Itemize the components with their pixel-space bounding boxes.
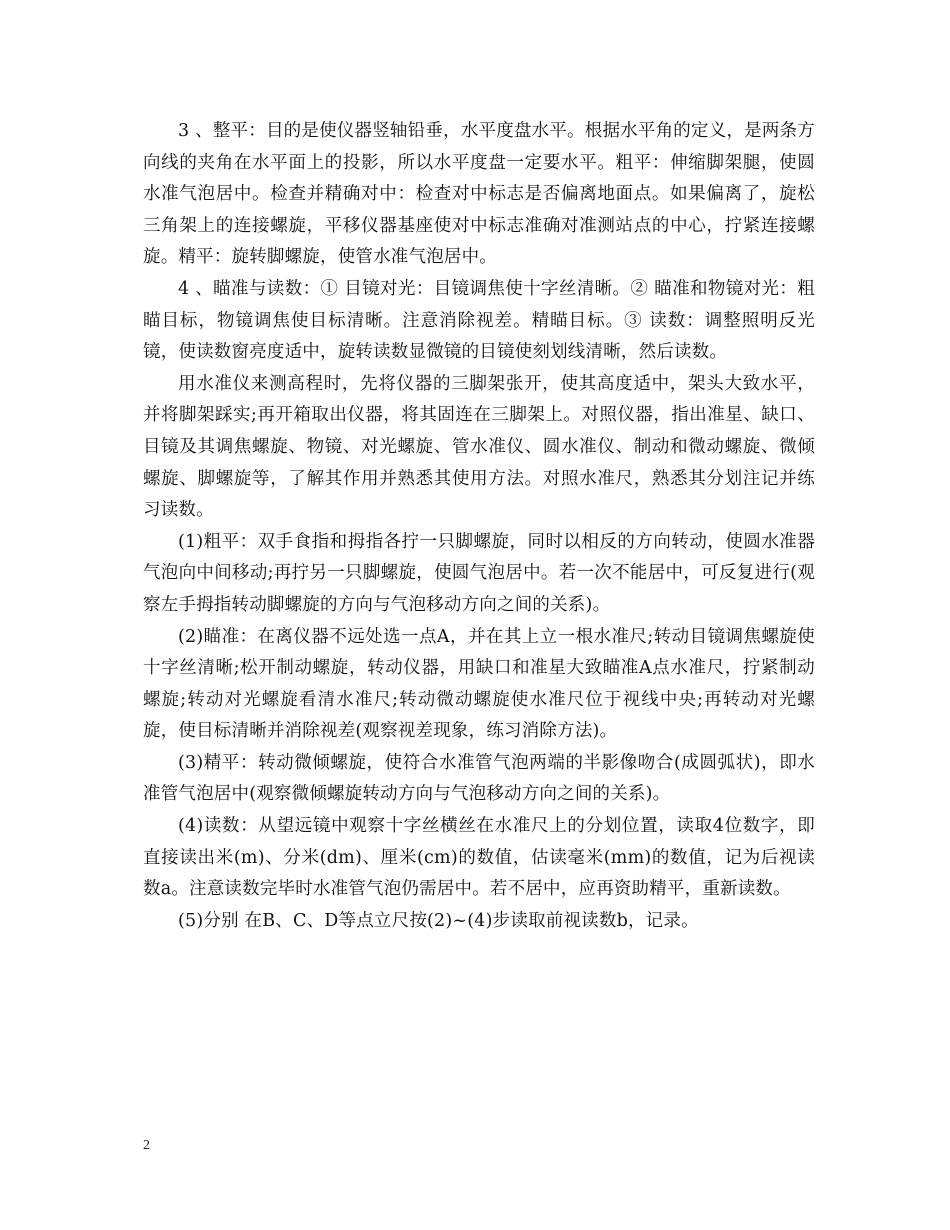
paragraph-leveling: 3 、整平：目的是使仪器竖轴铅垂，水平度盘水平。根据水平角的定义，是两条方向线的夹角在水平面上的投影，所以水平度盘一定要水平。粗平：伸缩脚架腿，使圆水准气泡居中。检查并精确对中：检查对中标志是否偏离地面点。如果偏离了，旋松三角架上的连接螺旋，平移仪器基座使对中标志准确对准测站点的中心，拧紧连接螺旋。精平：旋转脚螺旋，使管水准气泡居中。	[143, 121, 815, 268]
paragraph-aiming-reading: 4 、瞄准与读数：① 目镜对光：目镜调焦使十字丝清晰。② 瞄准和物镜对光：粗瞄目标，物镜调焦使目标清晰。注意消除视差。精瞄目标。③ 读数：调整照明反光镜，使读数窗亮度适中，旋转读数显微镜的目镜使刻划线清晰，然后读数。	[143, 278, 815, 363]
document-body	[143, 116, 815, 937]
paragraph-step-fine-leveling: (3)精平：转动微倾螺旋，使符合水准管气泡两端的半影像吻合(成圆弧状)，即水准管气泡居中(观察微倾螺旋转动方向与气泡移动方向之间的关系)。	[143, 752, 815, 805]
paragraph-step-repeat: (5)分别 在B、C、D等点立尺按(2)~(4)步读取前视读数b，记录。	[178, 910, 699, 931]
page-number: 2	[143, 1138, 150, 1153]
paragraph-step-aiming: (2)瞄准：在离仪器不远处选一点A，并在其上立一根水准尺;转动目镜调焦螺旋使十字丝清晰;松开制动螺旋，转动仪器，用缺口和准星大致瞄准A点水准尺，拧紧制动螺旋;转动对光螺旋看清水准尺;转动微动螺旋使水准尺位于视线中央;再转动对光螺旋，使目标清晰并消除视差(观察视差现象，练习消除方法)。	[143, 626, 815, 742]
paragraph-step-rough-leveling: (1)粗平：双手食指和拇指各拧一只脚螺旋，同时以相反的方向转动，使圆水准器气泡向中间移动;再拧另一只脚螺旋，使圆气泡居中。若一次不能居中，可反复进行(观察左手拇指转动脚螺旋的方向与气泡移动方向之间的关系)。	[143, 531, 815, 615]
paragraph-level-instrument-setup: 用水准仪来测高程时，先将仪器的三脚架张开，使其高度适中，架头大致水平，并将脚架踩实;再开箱取出仪器，将其固连在三脚架上。对照仪器，指出准星、缺口、目镜及其调焦螺旋、物镜、对光螺旋、管水准仪、圆水准仪、制动和微动螺旋、微倾螺旋、脚螺旋等，了解其作用并熟悉其使用方法。对照水准尺，熟悉其分划注记并练习读数。	[143, 373, 815, 521]
paragraph-step-reading: (4)读数：从望远镜中观察十字丝横丝在水准尺上的分划位置，读取4位数字，即直接读出米(m)、分米(dm)、厘米(cm)的数值，估读毫米(mm)的数值，记为后视读数a。注意读数完毕时水准管气泡仍需居中。若不居中，应再资助精平，重新读数。	[143, 816, 815, 900]
